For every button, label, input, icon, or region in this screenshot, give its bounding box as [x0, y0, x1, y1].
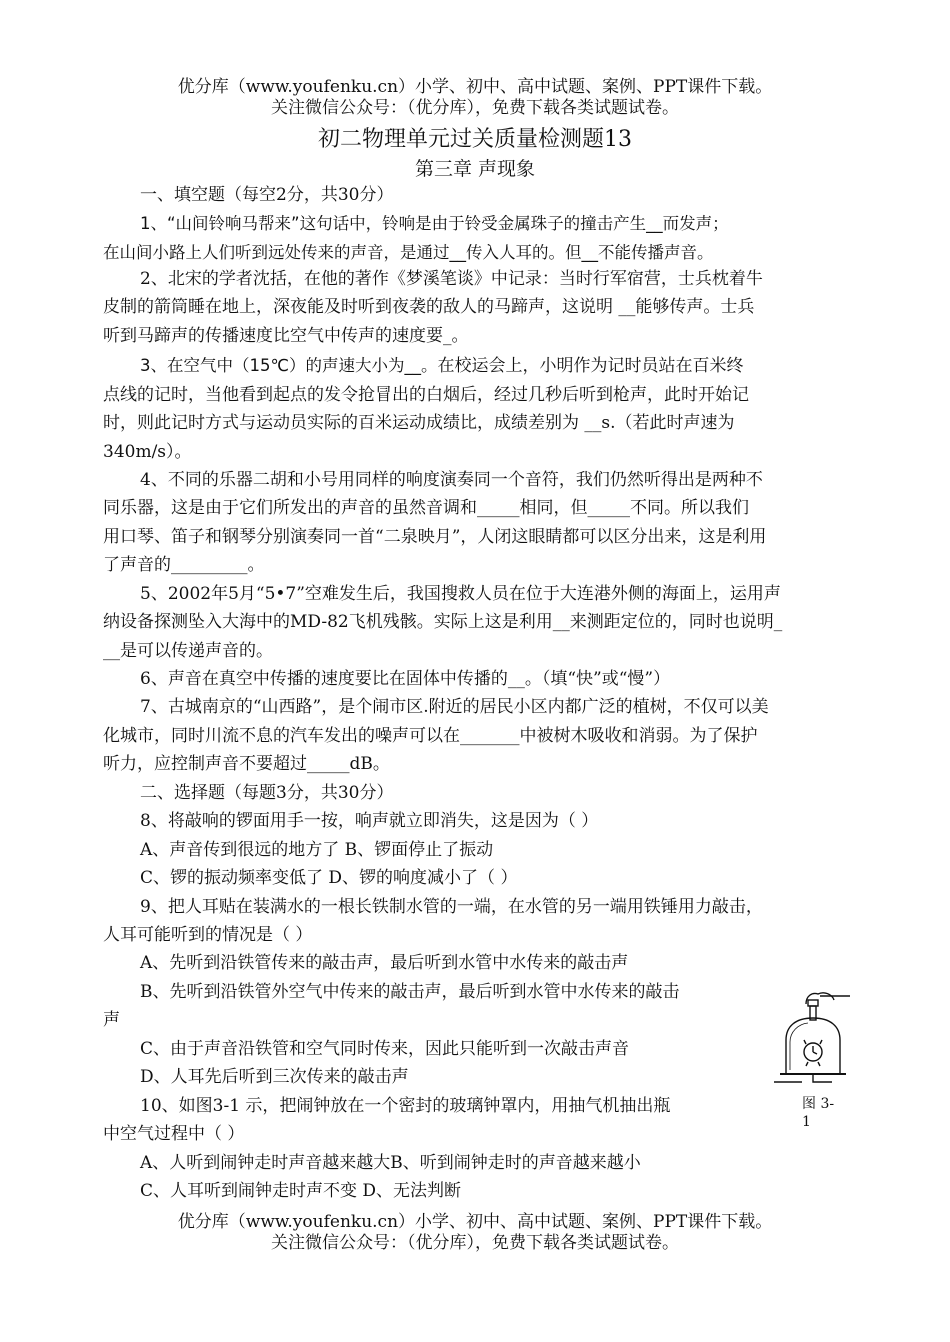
q5-line-1: 5、2002年5月“5•7”空难发生后，我国搜救人员在位于大连港外侧的海面上，运用声: [140, 584, 781, 604]
q3-line-2: 点线的记时，当他看到起点的发令抢冒出的白烟后，经过几秒后听到枪声，此时开始记: [103, 385, 749, 405]
header-line-2: 关注微信公众号：（优分库），免费下载各类试题试卷。: [271, 98, 679, 118]
q9-option-c: C、由于声音沿铁管和空气同时传来，因此只能听到一次敲击声音: [140, 1039, 630, 1059]
q3-line-3: 时，则此记时方式与运动员实际的百米运动成绩比，成绩差别为 __s.（若此时声速为: [103, 413, 735, 433]
figure-caption-line-2: 1: [802, 1114, 811, 1130]
page-title: 初二物理单元过关质量检测题13: [318, 127, 632, 152]
q4-line-4: 了声音的_________。: [103, 555, 265, 575]
q10-line-1: 10、如图3-1 示，把闹钟放在一个密封的玻璃钟罩内，用抽气机抽出瓶: [140, 1096, 671, 1116]
q10-options-ab: A、人听到闹钟走时声音越来越大B、听到闹钟走时的声音越来越小: [140, 1153, 641, 1173]
q6-line-1: 6、声音在真空中传播的速度要比在固体中传播的__。（填“快”或“慢”）: [140, 669, 671, 689]
figure-caption-line-1: 图 3-: [802, 1096, 835, 1112]
header-line-1: 优分库（www.youfenku.cn）小学、初中、高中试题、案例、PPT课件下载。: [177, 77, 773, 97]
q9-line-2: 人耳可能听到的情况是（ ）: [103, 925, 313, 945]
q5-line-3: __是可以传递声音的。: [103, 641, 273, 661]
q3-line-1-part-a: 3、在空气中（15℃）的声速大小为__。: [140, 356, 438, 375]
q2-line-3: 听到马蹄声的传播速度比空气中传声的速度要_。: [103, 326, 469, 346]
bell-jar-figure: [772, 982, 852, 1092]
q1-line-2: 在山间小路上人们听到远处传来的声音，是通过__传入人耳的。但__不能传播声音。: [103, 243, 714, 262]
q8-stem: 8、将敲响的锣面用手一按，响声就立即消失，这是因为（ ）: [140, 811, 599, 831]
q9-option-d: D、人耳先后听到三次传来的敲击声: [140, 1067, 409, 1087]
q2-line-2: 皮制的箭筒睡在地上，深夜能及时听到夜袭的敌人的马蹄声，这说明 __能够传声。士兵: [103, 297, 755, 317]
q9-option-b-line-2: 声: [103, 1010, 120, 1030]
q8-options-ab: A、声音传到很远的地方了 B、锣面停止了振动: [140, 840, 494, 860]
footer-line-2: 关注微信公众号：（优分库），免费下载各类试题试卷。: [271, 1233, 679, 1253]
footer-line-1: 优分库（www.youfenku.cn）小学、初中、高中试题、案例、PPT课件下载。: [177, 1212, 773, 1232]
q9-option-a: A、先听到沿铁管传来的敲击声，最后听到水管中水传来的敲击声: [140, 953, 629, 973]
vapor-curl-icon: [806, 993, 834, 1004]
q9-line-1: 9、把人耳贴在装满水的一根长铁制水管的一端，在水管的另一端用铁锤用力敲击，: [140, 897, 763, 917]
q7-line-2: 化城市，同时川流不息的汽车发出的噪声可以在_______中被树木吸收和消弱。为了保护: [103, 726, 758, 746]
q3-line-1: [140, 355, 744, 377]
q4-line-3: 用口琴、笛子和钢琴分别演奏同一首“二泉映月”，人闭这眼睛都可以区分出来，这是利用: [103, 527, 767, 547]
q3-line-1-part-b: 在校运会上，小明作为记时员站在百米终: [437, 356, 744, 376]
q5-line-2: 纳设备探测坠入大海中的MD-82飞机残骸。实际上这是利用__来测距定位的，同时也说明_: [103, 612, 783, 632]
q8-options-cd: C、锣的振动频率变低了 D、锣的响度减小了（ ）: [140, 868, 518, 888]
section-choice-heading: 二、选择题（每题3分，共30分）: [140, 783, 394, 803]
q4-line-2: 同乐器，这是由于它们所发出的声音的虽然音调和_____相同，但_____不同。所以我们: [103, 498, 749, 518]
q2-line-1: 2、北宋的学者沈括，在他的著作《梦溪笔谈》中记录：当时行军宿营，士兵枕着牛: [140, 269, 763, 289]
q4-line-1: 4、不同的乐器二胡和小号用同样的响度演奏同一个音符，我们仍然听得出是两种不: [140, 470, 763, 490]
section-fill-in-heading: 一、填空题（每空2分，共30分）: [140, 185, 394, 205]
q10-line-2: 中空气过程中（ ）: [103, 1124, 245, 1144]
q3-line-4: 340m/s）。: [103, 442, 192, 462]
q7-line-3: 听力，应控制声音不要超过_____dB。: [103, 754, 390, 774]
q1-line-1: 1、“山间铃响马帮来”这句话中，铃响是由于铃受金属珠子的撞击产生__而发声；: [140, 214, 729, 233]
q7-line-1: 7、古城南京的“山西路”，是个闹市区.附近的居民小区内都广泛的植树，不仅可以美: [140, 697, 769, 717]
chapter-title: 第三章 声现象: [414, 158, 536, 180]
q10-options-cd: C、人耳听到闹钟走时声不变 D、无法判断: [140, 1181, 462, 1201]
q9-option-b-line-1: B、先听到沿铁管外空气中传来的敲击声，最后听到水管中水传来的敲击: [140, 982, 680, 1002]
